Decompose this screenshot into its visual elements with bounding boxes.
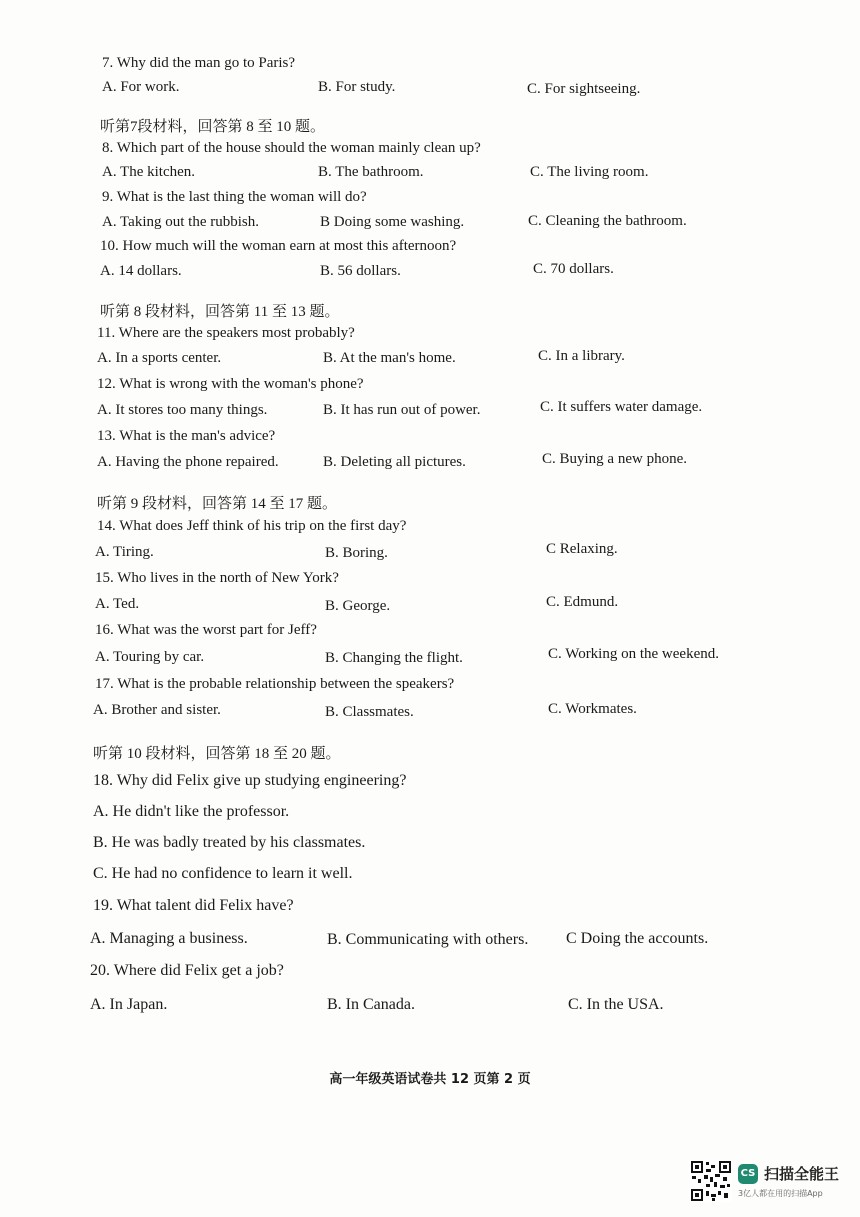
brand-name: 扫描全能王 — [764, 1165, 840, 1183]
q10-option-b: B. 56 dollars. — [320, 263, 401, 279]
q11-option-a: A. In a sports center. — [97, 350, 222, 366]
q15-option-a: A. Ted. — [95, 596, 140, 612]
question-14: 14. What does Jeff think of his trip on the first day? — [97, 518, 407, 534]
section-heading-10: 听第 10 段材料，回答第 18 至 20 题。 — [93, 746, 341, 762]
q14-option-b: B. Boring. — [325, 545, 388, 561]
question-19: 19. What talent did Felix have? — [93, 897, 294, 914]
question-17: 17. What is the probable relationship between the speakers? — [95, 676, 455, 692]
q8-option-a: A. The kitchen. — [102, 164, 196, 180]
qr-code-icon — [690, 1160, 732, 1202]
q19-option-b: B. Communicating with others. — [327, 931, 529, 948]
q16-option-c: C. Working on the weekend. — [548, 646, 719, 662]
question-18: 18. Why did Felix give up studying engineering? — [93, 772, 407, 789]
section-heading-9: 听第 9 段材料，回答第 14 至 17 题。 — [97, 496, 338, 512]
q9-option-b: B Doing some washing. — [320, 214, 465, 230]
q10-option-a: A. 14 dollars. — [100, 263, 182, 279]
q11-option-c: C. In a library. — [538, 348, 625, 364]
q9-option-c: C. Cleaning the bathroom. — [528, 213, 687, 229]
q8-option-c: C. The living room. — [530, 164, 649, 180]
q9-option-a: A. Taking out the rubbish. — [102, 214, 259, 230]
q19-option-c: C Doing the accounts. — [566, 930, 709, 947]
section-heading-8: 听第 8 段材料，回答第 11 至 13 题。 — [100, 304, 340, 320]
q16-option-a: A. Touring by car. — [95, 649, 205, 665]
q7-option-c: C. For sightseeing. — [527, 81, 641, 97]
q17-option-c: C. Workmates. — [548, 701, 637, 717]
question-9: 9. What is the last thing the woman will do? — [102, 189, 367, 205]
question-12: 12. What is wrong with the woman's phone? — [97, 376, 364, 392]
q12-option-a: A. It stores too many things. — [97, 402, 268, 418]
q17-option-a: A. Brother and sister. — [93, 702, 221, 718]
q18-option-b: B. He was badly treated by his classmates. — [93, 834, 366, 851]
q7-option-b: B. For study. — [318, 79, 396, 95]
question-20: 20. Where did Felix get a job? — [90, 962, 284, 979]
q14-option-c: C Relaxing. — [546, 541, 618, 557]
q18-option-a: A. He didn't like the professor. — [93, 803, 290, 820]
question-13: 13. What is the man's advice? — [97, 428, 276, 444]
q13-option-c: C. Buying a new phone. — [542, 451, 687, 467]
q20-option-b: B. In Canada. — [327, 996, 415, 1013]
q13-option-a: A. Having the phone repaired. — [97, 454, 279, 470]
question-15: 15. Who lives in the north of New York? — [95, 570, 339, 586]
q12-option-c: C. It suffers water damage. — [540, 399, 703, 415]
cs-logo-icon: CS — [738, 1164, 758, 1184]
q11-option-b: B. At the man's home. — [323, 350, 456, 366]
question-8: 8. Which part of the house should the woman mainly clean up? — [102, 140, 481, 156]
q7-option-a: A. For work. — [102, 79, 180, 95]
q16-option-b: B. Changing the flight. — [325, 650, 463, 666]
q10-option-c: C. 70 dollars. — [533, 261, 614, 277]
scanner-brand — [738, 1162, 848, 1202]
question-10: 10. How much will the woman earn at most this afternoon? — [100, 238, 457, 254]
question-11: 11. Where are the speakers most probably? — [97, 325, 355, 341]
q19-option-a: A. Managing a business. — [90, 930, 248, 947]
brand-tagline: 3亿人都在用的扫描App — [738, 1189, 823, 1198]
q13-option-b: B. Deleting all pictures. — [323, 454, 466, 470]
q17-option-b: B. Classmates. — [325, 704, 414, 720]
q15-option-c: C. Edmund. — [546, 594, 619, 610]
q15-option-b: B. George. — [325, 598, 391, 614]
question-16: 16. What was the worst part for Jeff? — [95, 622, 317, 638]
q20-option-a: A. In Japan. — [90, 996, 168, 1013]
q18-option-c: C. He had no confidence to learn it well. — [93, 865, 353, 882]
section-heading-7: 听第7段材料，回答第 8 至 10 题。 — [100, 119, 326, 135]
page-footer: 高一年级英语试卷共 12 页第 2 页 — [329, 1072, 531, 1087]
q12-option-b: B. It has run out of power. — [323, 402, 481, 418]
q14-option-a: A. Tiring. — [95, 544, 154, 560]
q20-option-c: C. In the USA. — [568, 996, 664, 1013]
q8-option-b: B. The bathroom. — [318, 164, 424, 180]
question-7: 7. Why did the man go to Paris? — [102, 55, 296, 71]
